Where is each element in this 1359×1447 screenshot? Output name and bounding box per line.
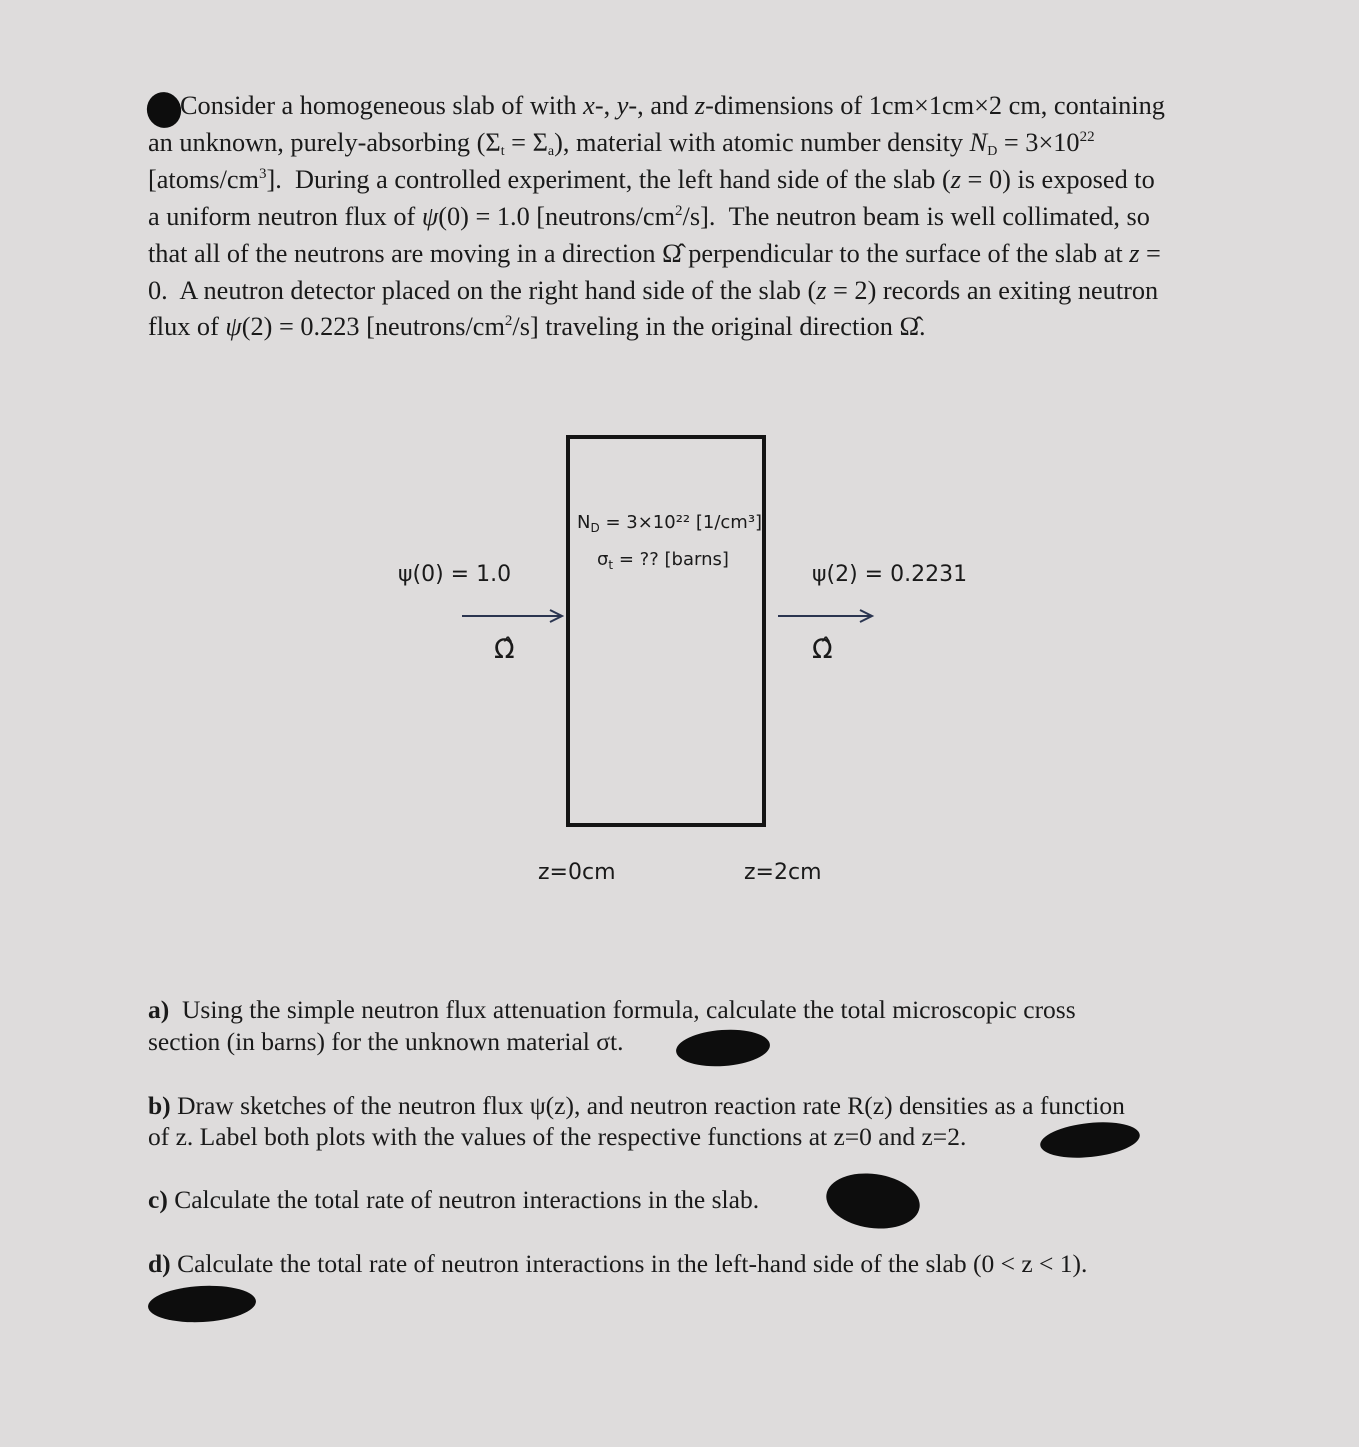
question-b-line-1 — [148, 1090, 1125, 1121]
nd-value: = 3×10²² [1/cm³] — [605, 512, 763, 533]
nd-subscript: D — [590, 521, 600, 535]
sigma-symbol: σ — [597, 549, 609, 570]
incident-arrow — [462, 610, 562, 622]
question-c-tag: c) — [148, 1185, 168, 1214]
question-d-tag: d) — [148, 1249, 171, 1278]
problem-line-5: that all of the neutrons are moving in a direction Ω̂ perpendicular to the surface of the slab at z = — [148, 238, 1161, 268]
sigma-subscript: t — [608, 558, 614, 572]
question-b-text-2: of z. Label both plots with the values of the respective functions at z=0 and z=2. — [148, 1122, 967, 1151]
question-a-tag: a) — [148, 995, 170, 1024]
problem-line-3: $[atoms/cm^3]$. During a controlled experiment, the left hand side of the slab (z = 0) is exposed to — [148, 164, 1155, 194]
problem-line-1: Consider a homogeneous slab of with x-, y-, and z-dimensions of 1cm×1cm×2 cm, containing — [180, 91, 1165, 120]
question-d-text: Calculate the total rate of neutron interactions in the left-hand side of the slab (0 < z < 1). — [177, 1249, 1088, 1278]
question-a-text-1: Using the simple neutron flux attenuation formula, calculate the total microscopic cross — [182, 995, 1076, 1024]
question-c-text: Calculate the total rate of neutron interactions in the slab. — [174, 1185, 760, 1214]
nd-symbol: N — [577, 512, 591, 533]
question-a-line-1 — [148, 994, 1076, 1025]
problem-line-4: a uniform neutron flux of ψ(0) = 1.0 $[neutrons/cm^2/s]$. The neutron beam is well collimated, so — [148, 201, 1150, 231]
question-a-text-2: section (in barns) for the unknown material σt. — [148, 1027, 624, 1056]
question-b-text-1: Draw sketches of the neutron flux ψ(z), and neutron reaction rate R(z) densities as a function — [177, 1091, 1125, 1120]
z-right-label: z=2cm — [744, 860, 822, 885]
exiting-arrow — [778, 610, 872, 622]
omega-right-symbol: Ω̂ — [812, 634, 833, 665]
omega-left-symbol: Ω̂ — [494, 634, 515, 665]
question-a-line-2 — [148, 1026, 623, 1057]
question-d — [148, 1248, 1087, 1279]
flux-left-label: ψ(0) = 1.0 — [398, 562, 512, 587]
question-c — [148, 1184, 759, 1215]
sigma-value: = ?? [barns] — [618, 549, 729, 570]
z-left-label: z=0cm — [538, 860, 616, 885]
problem-line-6: 0. A neutron detector placed on the right hand side of the slab (z = 2) records an exiting neutron — [148, 275, 1159, 305]
flux-right-label: ψ(2) = 0.2231 — [812, 562, 968, 587]
problem-line-2: an unknown, purely-absorbing $(\Sigma_t = \Sigma_a)$, material with atomic number density $N_D = 3\times 10^{22}$ — [148, 127, 1095, 159]
problem-line-7: flux of ψ(2) = 0.223 $[neutrons/cm^2/s]$ traveling in the original direction Ω̂. — [148, 312, 926, 342]
question-b-line-2 — [148, 1121, 966, 1152]
question-b-tag: b) — [148, 1091, 171, 1120]
